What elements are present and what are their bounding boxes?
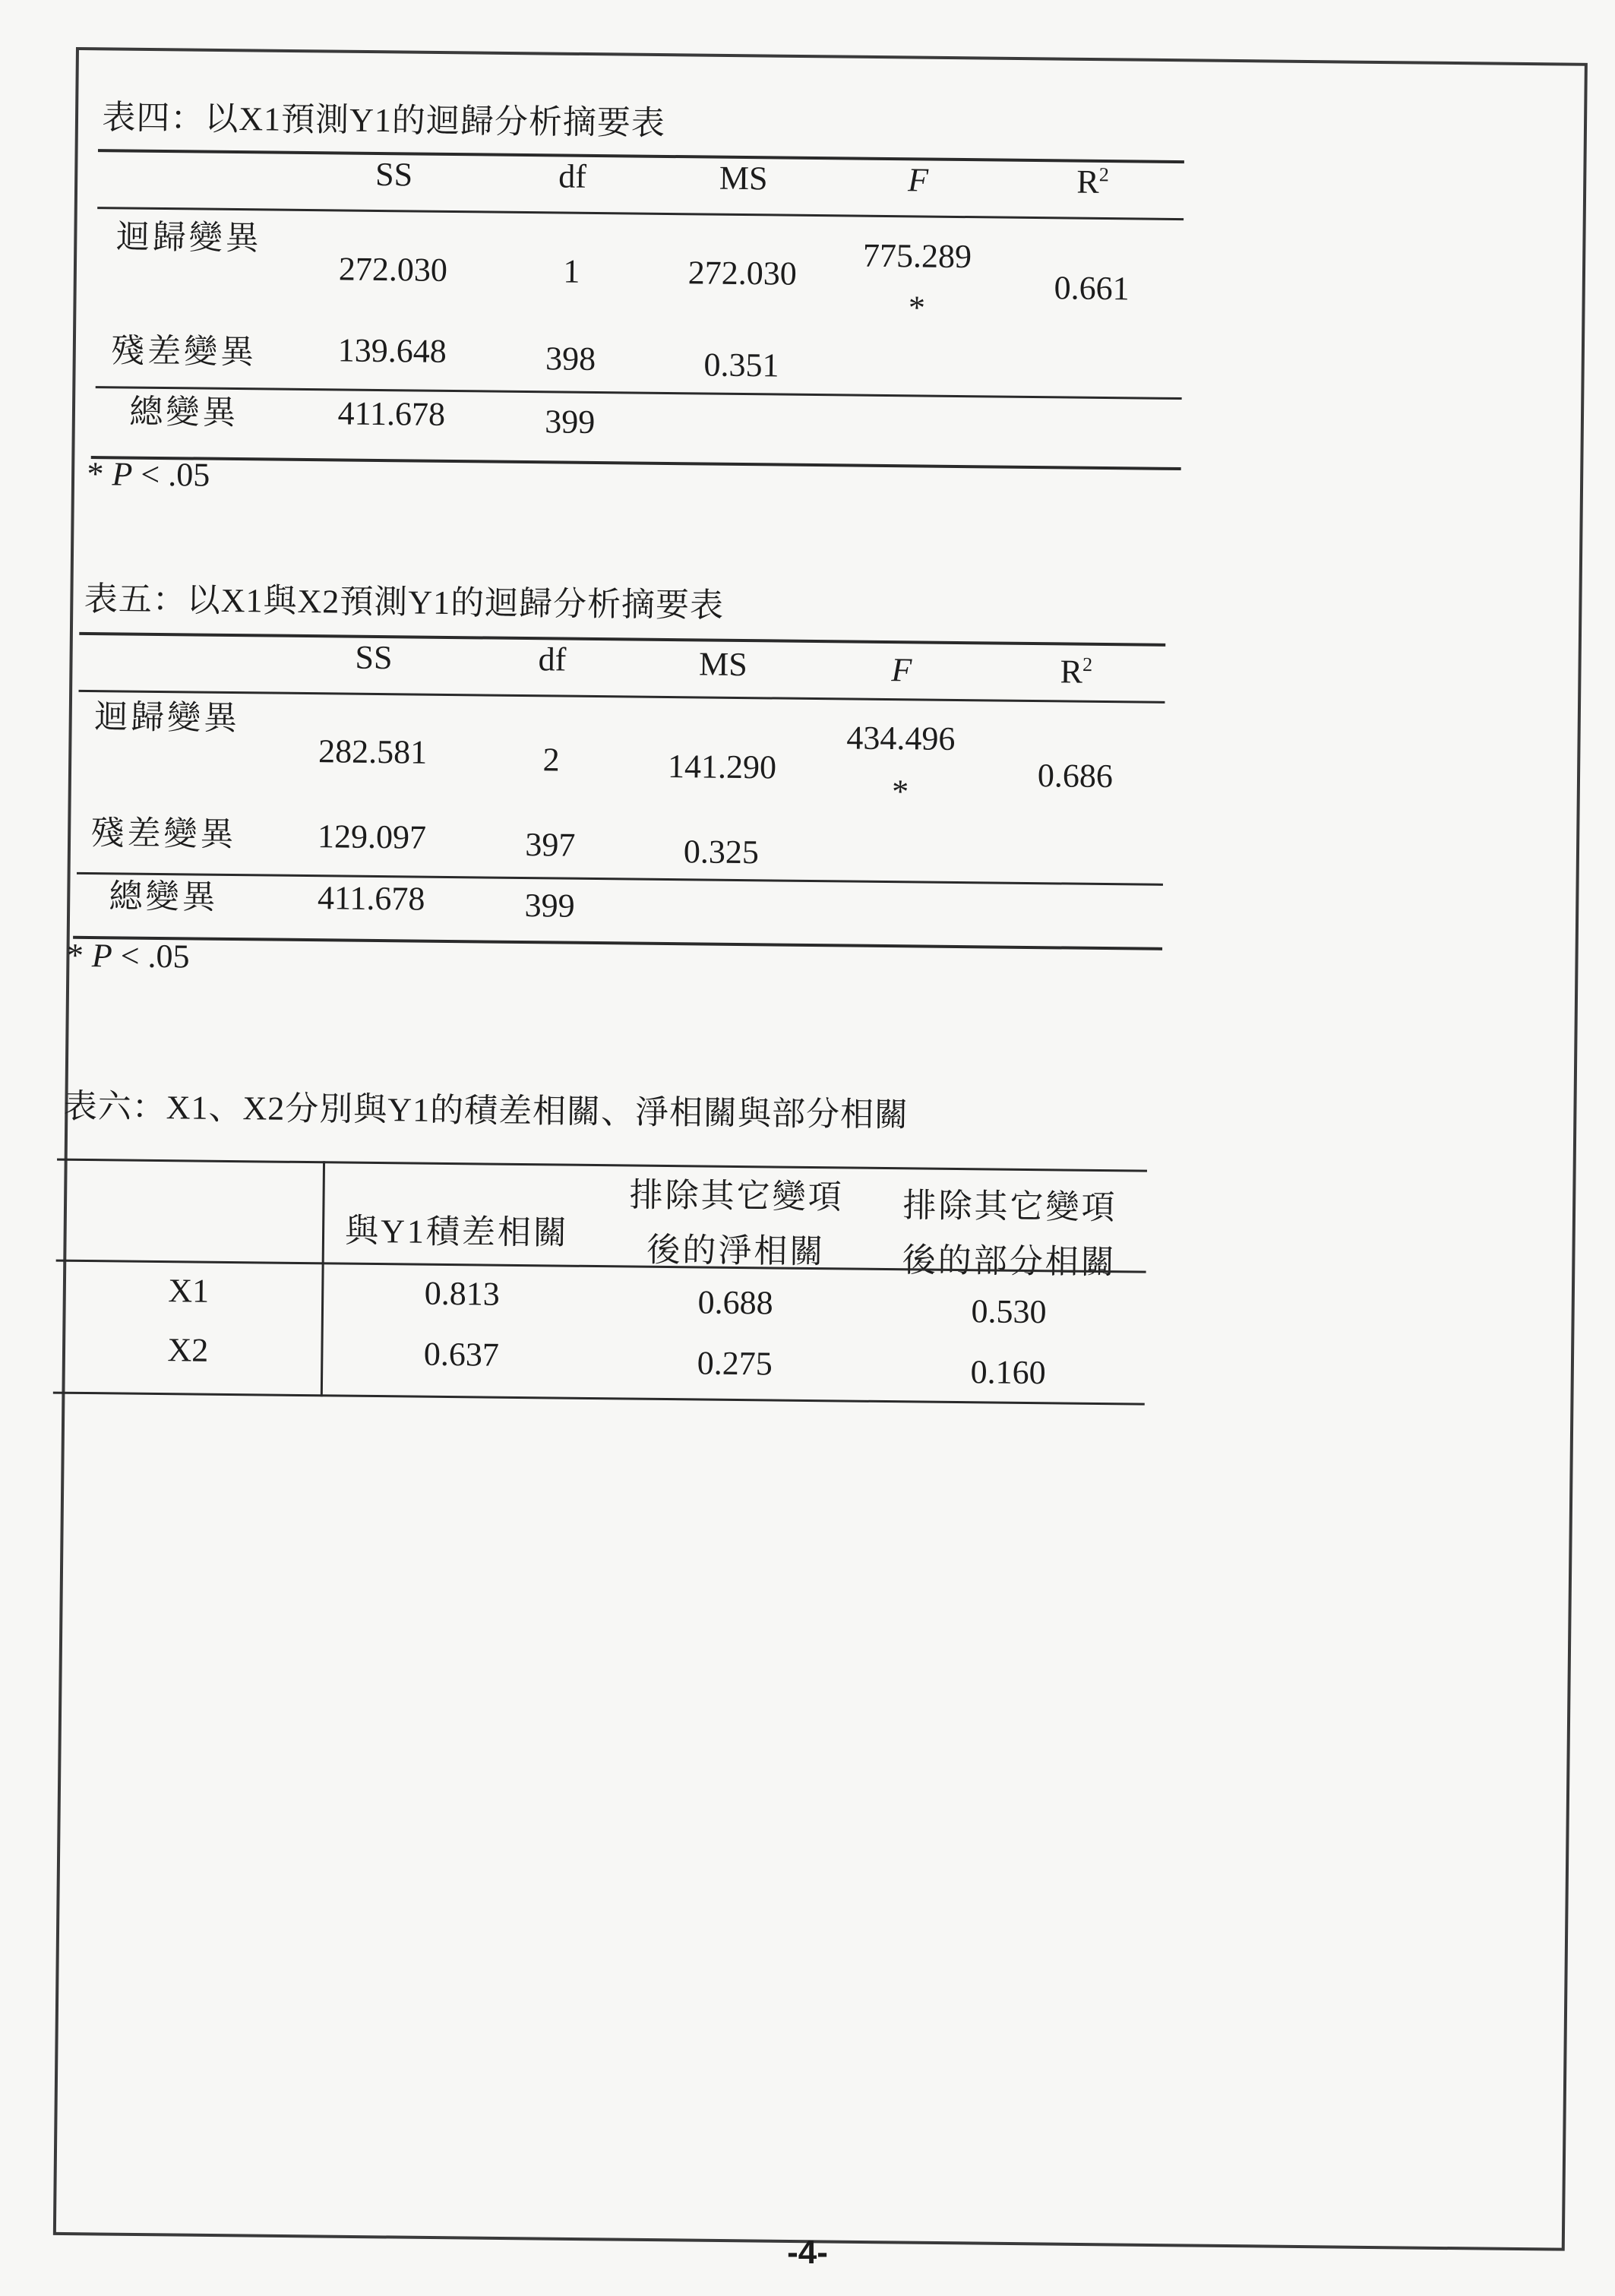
table-6-row-1-r: 0.813 bbox=[424, 1274, 500, 1313]
table-6-row-1-part: 0.530 bbox=[971, 1292, 1047, 1331]
table-6-divider bbox=[321, 1161, 325, 1396]
table-4-row-3-df: 399 bbox=[545, 403, 596, 441]
table-4-row-1-r2: 0.661 bbox=[1054, 269, 1130, 308]
table-5-total-rule bbox=[77, 872, 1163, 886]
table-5-row-1-f-mark: * bbox=[891, 773, 909, 811]
table-5-row-1-ss: 282.581 bbox=[318, 732, 428, 771]
table-4-row-1-f: 775.289 bbox=[862, 236, 972, 276]
table-4 bbox=[1, 0, 1615, 494]
table-4-row-1-f-mark: * bbox=[908, 289, 926, 327]
table-6-header-col2-line2: 後的淨相關 bbox=[646, 1231, 826, 1271]
table-5-row-2-ms: 0.325 bbox=[683, 833, 760, 871]
table-5-row-3-df: 399 bbox=[524, 887, 575, 925]
table-5-header-r2-sup: 2 bbox=[1082, 653, 1093, 676]
table-6-row-1-partial: 0.688 bbox=[697, 1283, 773, 1322]
table-5-row-2-ss: 129.097 bbox=[317, 818, 427, 856]
table-5-row-1-ms: 141.290 bbox=[667, 747, 777, 786]
table-4-row-2-ss: 139.648 bbox=[337, 331, 447, 370]
table-5-bottom-rule bbox=[73, 936, 1162, 950]
table-5-header-r2 bbox=[1060, 652, 1092, 691]
table-6-row-2-r: 0.637 bbox=[423, 1335, 500, 1374]
table-4-row-2-df: 398 bbox=[545, 340, 596, 378]
table-6-header-col2-line1: 排除其它變項 bbox=[629, 1176, 844, 1216]
table-5-header-r2-base: R bbox=[1060, 653, 1083, 691]
table-5-row-1-f: 434.496 bbox=[846, 719, 956, 757]
table-5-note-p: P bbox=[91, 937, 113, 975]
table-5-note-rest: < .05 bbox=[112, 937, 190, 976]
table-4-row-3-ss: 411.678 bbox=[337, 394, 446, 433]
table-5-row-2-label: 殘差變異 bbox=[90, 814, 237, 854]
table-4-title: 表四：以X1預測Y1的迴歸分析摘要表 bbox=[102, 99, 666, 142]
table-6-header-col2 bbox=[628, 1169, 843, 1280]
table-4-note-prefix: * bbox=[87, 454, 112, 493]
table-5-header-df: df bbox=[538, 640, 567, 678]
table-4-total-rule bbox=[96, 386, 1182, 400]
table-4-row-3-label: 總變異 bbox=[129, 393, 239, 432]
table-5-row-2-df: 397 bbox=[525, 826, 576, 864]
table-5-top-rule bbox=[79, 632, 1165, 647]
table-6-row-1-label: X1 bbox=[168, 1272, 210, 1310]
table-4-header-r2-base: R bbox=[1076, 163, 1100, 201]
table-4-top-rule bbox=[98, 149, 1184, 163]
table-4-header-r2 bbox=[1076, 163, 1109, 201]
table-6-bottom-rule bbox=[53, 1392, 1145, 1406]
table-4-row-1-ms: 272.030 bbox=[687, 254, 798, 293]
table-4-row-1-df: 1 bbox=[563, 252, 580, 290]
table-4-header-r2-sup: 2 bbox=[1098, 163, 1110, 186]
table-4-header-ms: MS bbox=[719, 159, 768, 198]
table-4-row-2-ms: 0.351 bbox=[703, 346, 779, 384]
table-5-header-ss: SS bbox=[355, 638, 393, 677]
table-5-row-1-df: 2 bbox=[542, 741, 560, 779]
table-5-row-3-ss: 411.678 bbox=[317, 879, 425, 918]
table-6-row-2-label: X2 bbox=[167, 1331, 209, 1369]
table-5-row-3-label: 總變異 bbox=[109, 878, 219, 916]
table-4-header-df: df bbox=[558, 157, 587, 195]
table-4-note bbox=[87, 454, 210, 495]
table-5-header-ms: MS bbox=[698, 645, 747, 684]
table-4-row-1-ss: 272.030 bbox=[338, 250, 448, 289]
table-5-title: 表五：以X1與X2預測Y1的迴歸分析摘要表 bbox=[84, 580, 725, 625]
table-6-header-col3-line2: 後的部分相關 bbox=[902, 1241, 1117, 1282]
table-5-note-prefix: * bbox=[66, 936, 93, 975]
table-4-row-2-label: 殘差變異 bbox=[110, 332, 258, 372]
table-6-title: 表六：X1、X2分別與Y1的積差相關、淨相關與部分相關 bbox=[63, 1087, 909, 1134]
table-4-note-p: P bbox=[112, 455, 133, 493]
table-4-header-f: F bbox=[907, 161, 929, 199]
table-6-header-col1: 與Y1積差相關 bbox=[344, 1212, 570, 1252]
table-5-header-rule bbox=[79, 690, 1165, 704]
table-5-note bbox=[67, 936, 190, 976]
table-6-top-rule bbox=[57, 1159, 1147, 1172]
table-5-header-f: F bbox=[891, 651, 912, 689]
table-4-row-1-label: 迴歸變異 bbox=[115, 218, 263, 258]
table-5-row-1-label: 迴歸變異 bbox=[93, 698, 241, 738]
page-number: -4- bbox=[787, 2234, 828, 2271]
table-4-note-rest: < .05 bbox=[132, 455, 210, 494]
table-6-header-col3 bbox=[902, 1178, 1117, 1290]
table-6-row-2-partial: 0.275 bbox=[697, 1344, 773, 1383]
table-4-bottom-rule bbox=[91, 456, 1181, 470]
table-6-header-col3-line1: 排除其它變項 bbox=[902, 1187, 1117, 1227]
table-4-header-ss: SS bbox=[375, 155, 413, 194]
table-5-row-1-r2: 0.686 bbox=[1037, 757, 1114, 795]
table-6-row-2-part: 0.160 bbox=[970, 1353, 1046, 1392]
